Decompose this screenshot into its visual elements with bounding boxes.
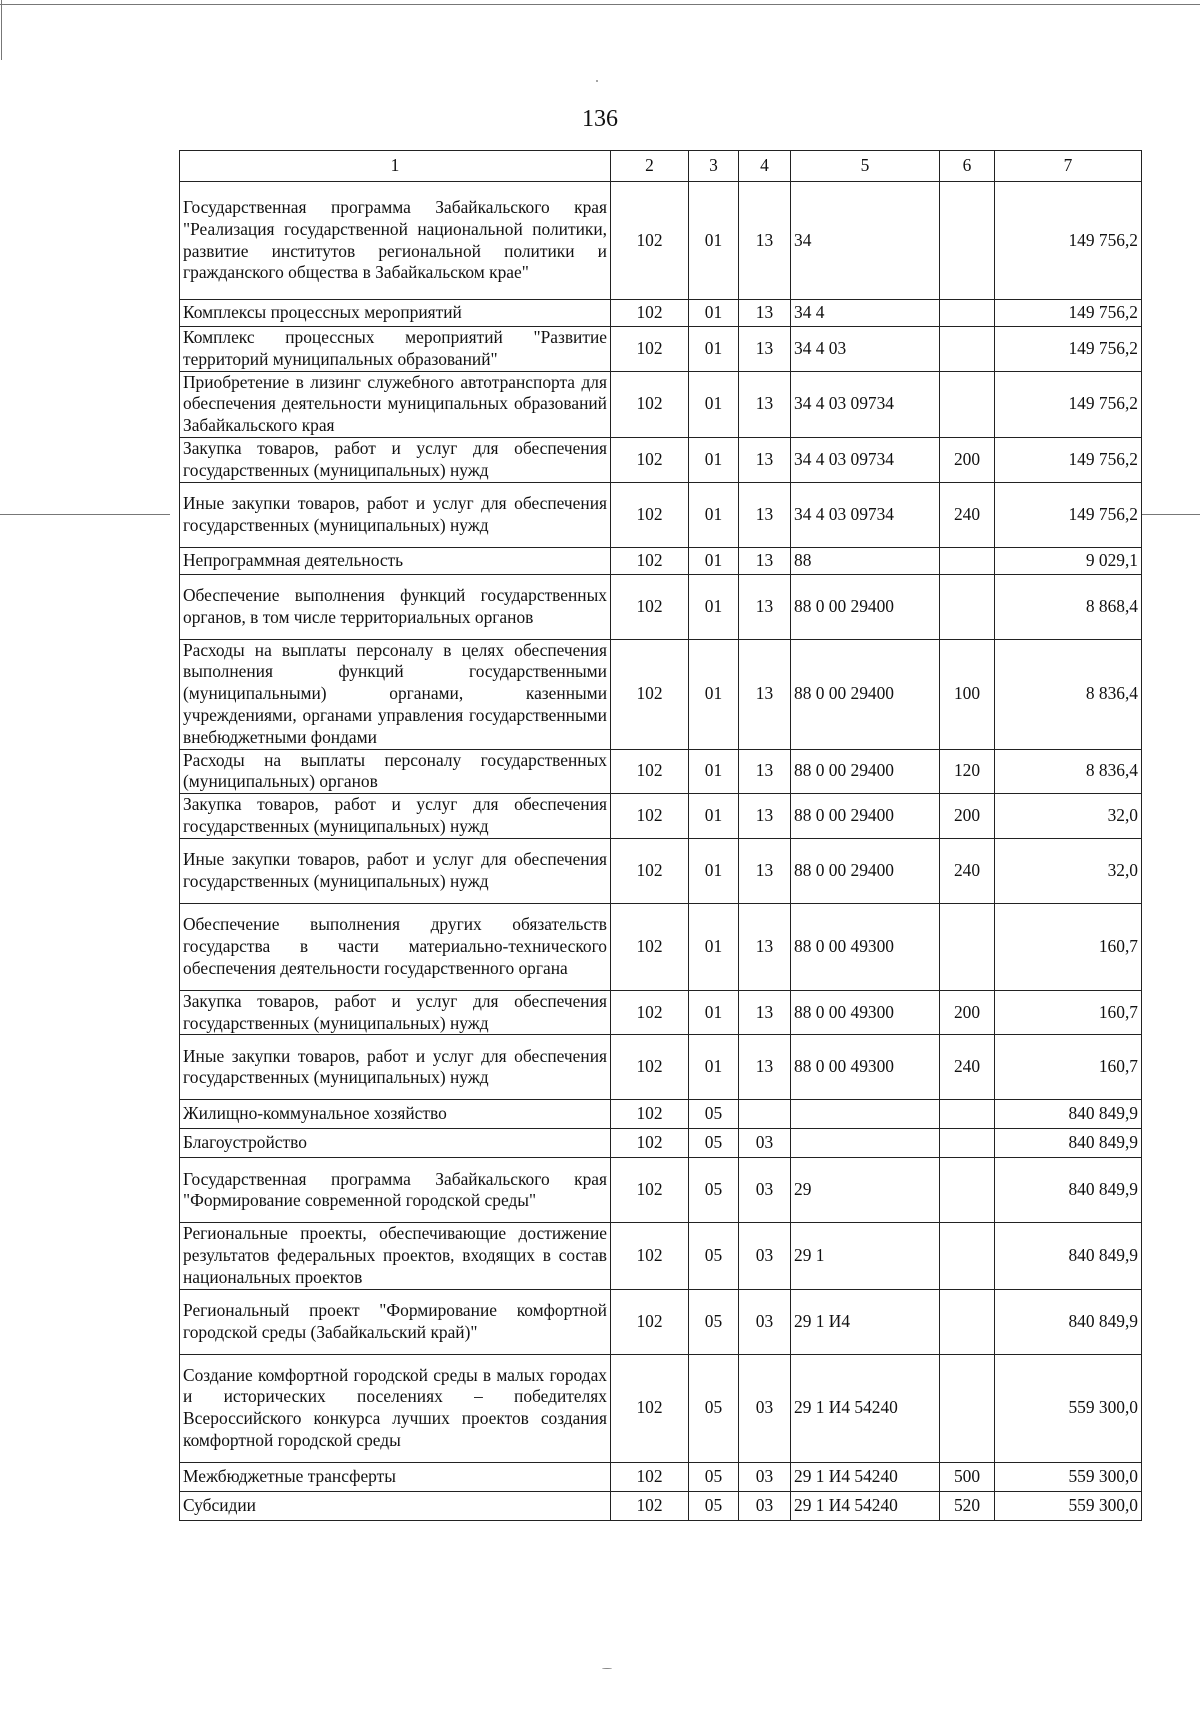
- row-name-cell: Закупка товаров, работ и услуг для обеспечения государственных (муниципальных) нужд: [180, 990, 611, 1035]
- row-code-2-cell: 102: [611, 1289, 689, 1354]
- row-amount-cell: 840 849,9: [995, 1129, 1142, 1158]
- row-expense-type-cell: 240: [940, 838, 995, 903]
- header-cell: 1: [180, 151, 611, 182]
- row-expense-type-cell: [940, 1100, 995, 1129]
- row-code-3-cell: 05: [689, 1354, 739, 1462]
- row-expense-type-cell: 240: [940, 482, 995, 547]
- row-amount-cell: 8 836,4: [995, 749, 1142, 794]
- table-row: [180, 838, 1142, 903]
- table-row: [180, 437, 1142, 482]
- row-name-cell: Благоустройство: [180, 1129, 611, 1158]
- row-target-code-cell: 29 1 И4 54240: [791, 1354, 940, 1462]
- row-amount-cell: 32,0: [995, 794, 1142, 839]
- row-name-cell: Государственная программа Забайкальского края "Реализация государственной национальной политики, развитие институтов региональной политики и гражданского общества в Забайкальском крае": [180, 182, 611, 300]
- row-code-3-cell: 05: [689, 1462, 739, 1491]
- row-name-cell: Расходы на выплаты персоналу государственных (муниципальных) органов: [180, 749, 611, 794]
- table-row: [180, 482, 1142, 547]
- row-target-code-cell: 34: [791, 182, 940, 300]
- row-code-2-cell: 102: [611, 1100, 689, 1129]
- row-target-code-cell: 88 0 00 49300: [791, 1035, 940, 1100]
- row-code-4-cell: 03: [739, 1223, 791, 1289]
- row-code-3-cell: 05: [689, 1491, 739, 1520]
- scan-speck: [602, 1668, 612, 1669]
- row-name-cell: Расходы на выплаты персоналу в целях обеспечения выполнения функций государственными (муниципальными) органами, казенными учреждениями, органами управления государственными внебюджетными фондами: [180, 639, 611, 749]
- table-body: [180, 182, 1142, 1521]
- row-code-2-cell: 102: [611, 574, 689, 639]
- row-code-3-cell: 05: [689, 1289, 739, 1354]
- table-row: [180, 1223, 1142, 1289]
- row-name-cell: Иные закупки товаров, работ и услуг для обеспечения государственных (муниципальных) нужд: [180, 482, 611, 547]
- row-amount-cell: 32,0: [995, 838, 1142, 903]
- row-code-3-cell: 01: [689, 437, 739, 482]
- table-row: [180, 1035, 1142, 1100]
- row-code-2-cell: 102: [611, 990, 689, 1035]
- row-target-code-cell: 34 4 03 09734: [791, 371, 940, 437]
- row-amount-cell: 160,7: [995, 903, 1142, 990]
- row-target-code-cell: 88 0 00 49300: [791, 903, 940, 990]
- row-expense-type-cell: [940, 574, 995, 639]
- row-code-4-cell: 13: [739, 182, 791, 300]
- row-expense-type-cell: 100: [940, 639, 995, 749]
- row-target-code-cell: 29: [791, 1158, 940, 1223]
- table-row: [180, 547, 1142, 574]
- row-code-2-cell: 102: [611, 1354, 689, 1462]
- row-code-3-cell: 01: [689, 182, 739, 300]
- row-target-code-cell: 88 0 00 29400: [791, 749, 940, 794]
- row-name-cell: Межбюджетные трансферты: [180, 1462, 611, 1491]
- row-target-code-cell: 88 0 00 29400: [791, 838, 940, 903]
- row-code-3-cell: 01: [689, 749, 739, 794]
- row-code-3-cell: 01: [689, 903, 739, 990]
- row-code-3-cell: 01: [689, 1035, 739, 1100]
- row-amount-cell: 160,7: [995, 990, 1142, 1035]
- row-code-4-cell: 13: [739, 437, 791, 482]
- row-target-code-cell: 88 0 00 29400: [791, 574, 940, 639]
- table-row: [180, 749, 1142, 794]
- row-amount-cell: 149 756,2: [995, 371, 1142, 437]
- row-code-2-cell: 102: [611, 1158, 689, 1223]
- row-amount-cell: 840 849,9: [995, 1289, 1142, 1354]
- row-name-cell: Комплексы процессных мероприятий: [180, 300, 611, 327]
- row-target-code-cell: [791, 1100, 940, 1129]
- row-name-cell: Региональные проекты, обеспечивающие достижение результатов федеральных проектов, входящих в состав национальных проектов: [180, 1223, 611, 1289]
- table-row: [180, 990, 1142, 1035]
- row-amount-cell: 149 756,2: [995, 482, 1142, 547]
- row-code-3-cell: 01: [689, 327, 739, 372]
- row-code-2-cell: 102: [611, 300, 689, 327]
- row-name-cell: Региональный проект "Формирование комфортной городской среды (Забайкальский край)": [180, 1289, 611, 1354]
- row-code-4-cell: 13: [739, 749, 791, 794]
- row-expense-type-cell: 120: [940, 749, 995, 794]
- table-row: [180, 1158, 1142, 1223]
- row-target-code-cell: 88 0 00 49300: [791, 990, 940, 1035]
- table-row: [180, 639, 1142, 749]
- row-amount-cell: 559 300,0: [995, 1491, 1142, 1520]
- header-cell: 4: [739, 151, 791, 182]
- header-cell: 6: [940, 151, 995, 182]
- row-target-code-cell: 29 1 И4 54240: [791, 1491, 940, 1520]
- row-code-4-cell: 03: [739, 1491, 791, 1520]
- row-code-2-cell: 102: [611, 327, 689, 372]
- table-row: [180, 1129, 1142, 1158]
- row-code-3-cell: 01: [689, 794, 739, 839]
- table-row: [180, 182, 1142, 300]
- row-target-code-cell: 88 0 00 29400: [791, 639, 940, 749]
- row-name-cell: Непрограммная деятельность: [180, 547, 611, 574]
- row-code-2-cell: 102: [611, 903, 689, 990]
- row-name-cell: Жилищно-коммунальное хозяйство: [180, 1100, 611, 1129]
- row-code-4-cell: 03: [739, 1158, 791, 1223]
- row-target-code-cell: 34 4 03: [791, 327, 940, 372]
- row-target-code-cell: 88 0 00 29400: [791, 794, 940, 839]
- row-amount-cell: 9 029,1: [995, 547, 1142, 574]
- row-target-code-cell: 34 4 03 09734: [791, 482, 940, 547]
- row-target-code-cell: 29 1: [791, 1223, 940, 1289]
- row-expense-type-cell: [940, 903, 995, 990]
- row-code-3-cell: 01: [689, 547, 739, 574]
- row-expense-type-cell: [940, 1158, 995, 1223]
- row-expense-type-cell: [940, 300, 995, 327]
- row-code-4-cell: 13: [739, 838, 791, 903]
- row-name-cell: Создание комфортной городской среды в малых городах и исторических поселениях – победителях Всероссийского конкурса лучших проектов создания комфортной городской среды: [180, 1354, 611, 1462]
- table-row: [180, 574, 1142, 639]
- row-code-2-cell: 102: [611, 838, 689, 903]
- row-name-cell: Закупка товаров, работ и услуг для обеспечения государственных (муниципальных) нужд: [180, 437, 611, 482]
- scan-edge-left: [1, 0, 2, 60]
- row-name-cell: Субсидии: [180, 1491, 611, 1520]
- row-target-code-cell: 88: [791, 547, 940, 574]
- header-cell: 3: [689, 151, 739, 182]
- header-cell: 2: [611, 151, 689, 182]
- row-code-4-cell: 13: [739, 639, 791, 749]
- row-code-3-cell: 01: [689, 300, 739, 327]
- header-cell: 7: [995, 151, 1142, 182]
- row-code-3-cell: 05: [689, 1100, 739, 1129]
- row-code-2-cell: 102: [611, 749, 689, 794]
- row-code-3-cell: 01: [689, 482, 739, 547]
- row-code-2-cell: 102: [611, 639, 689, 749]
- row-code-2-cell: 102: [611, 182, 689, 300]
- row-code-4-cell: 13: [739, 482, 791, 547]
- table-row: [180, 327, 1142, 372]
- row-expense-type-cell: [940, 1289, 995, 1354]
- row-amount-cell: 840 849,9: [995, 1158, 1142, 1223]
- row-code-4-cell: 13: [739, 903, 791, 990]
- row-target-code-cell: [791, 1129, 940, 1158]
- row-target-code-cell: 29 1 И4: [791, 1289, 940, 1354]
- row-code-2-cell: 102: [611, 1035, 689, 1100]
- row-expense-type-cell: 200: [940, 794, 995, 839]
- row-code-2-cell: 102: [611, 482, 689, 547]
- row-amount-cell: 8 836,4: [995, 639, 1142, 749]
- row-target-code-cell: 34 4: [791, 300, 940, 327]
- row-code-2-cell: 102: [611, 1223, 689, 1289]
- row-name-cell: Обеспечение выполнения других обязательств государства в части материально-технического обеспечения деятельности государственного органа: [180, 903, 611, 990]
- row-code-4-cell: 13: [739, 1035, 791, 1100]
- budget-table: [179, 150, 1142, 1521]
- row-name-cell: Приобретение в лизинг служебного автотранспорта для обеспечения деятельности муниципальных образований Забайкальского края: [180, 371, 611, 437]
- row-expense-type-cell: [940, 547, 995, 574]
- row-code-2-cell: 102: [611, 794, 689, 839]
- table-row: [180, 794, 1142, 839]
- row-expense-type-cell: [940, 1223, 995, 1289]
- table-row: [180, 1354, 1142, 1462]
- row-code-2-cell: 102: [611, 547, 689, 574]
- row-target-code-cell: 34 4 03 09734: [791, 437, 940, 482]
- row-code-4-cell: 13: [739, 371, 791, 437]
- row-code-4-cell: 13: [739, 794, 791, 839]
- row-code-2-cell: 102: [611, 437, 689, 482]
- row-expense-type-cell: 200: [940, 437, 995, 482]
- row-code-4-cell: 13: [739, 327, 791, 372]
- row-amount-cell: 8 868,4: [995, 574, 1142, 639]
- row-expense-type-cell: 240: [940, 1035, 995, 1100]
- row-code-4-cell: [739, 1100, 791, 1129]
- row-amount-cell: 559 300,0: [995, 1462, 1142, 1491]
- table-row: [180, 1100, 1142, 1129]
- row-code-3-cell: 01: [689, 371, 739, 437]
- row-code-3-cell: 05: [689, 1129, 739, 1158]
- row-code-2-cell: 102: [611, 1129, 689, 1158]
- row-name-cell: Иные закупки товаров, работ и услуг для обеспечения государственных (муниципальных) нужд: [180, 1035, 611, 1100]
- row-amount-cell: 149 756,2: [995, 437, 1142, 482]
- table-row: [180, 1491, 1142, 1520]
- row-code-4-cell: 03: [739, 1289, 791, 1354]
- row-name-cell: Закупка товаров, работ и услуг для обеспечения государственных (муниципальных) нужд: [180, 794, 611, 839]
- table-row: [180, 371, 1142, 437]
- scan-fold-line-right: [1141, 514, 1200, 515]
- row-expense-type-cell: [940, 1129, 995, 1158]
- row-amount-cell: 149 756,2: [995, 300, 1142, 327]
- row-code-3-cell: 05: [689, 1158, 739, 1223]
- row-code-3-cell: 01: [689, 838, 739, 903]
- row-amount-cell: 160,7: [995, 1035, 1142, 1100]
- row-code-4-cell: 03: [739, 1354, 791, 1462]
- row-target-code-cell: 29 1 И4 54240: [791, 1462, 940, 1491]
- row-code-4-cell: 03: [739, 1462, 791, 1491]
- row-name-cell: Комплекс процессных мероприятий "Развитие территорий муниципальных образований": [180, 327, 611, 372]
- row-code-2-cell: 102: [611, 1491, 689, 1520]
- row-code-3-cell: 01: [689, 639, 739, 749]
- row-expense-type-cell: 200: [940, 990, 995, 1035]
- row-expense-type-cell: [940, 182, 995, 300]
- row-expense-type-cell: [940, 371, 995, 437]
- row-code-4-cell: 13: [739, 574, 791, 639]
- row-code-4-cell: 13: [739, 300, 791, 327]
- scan-edge-top: [0, 4, 1200, 5]
- header-cell: 5: [791, 151, 940, 182]
- row-code-2-cell: 102: [611, 371, 689, 437]
- row-amount-cell: 559 300,0: [995, 1354, 1142, 1462]
- row-expense-type-cell: 500: [940, 1462, 995, 1491]
- row-name-cell: Государственная программа Забайкальского края "Формирование современной городской среды": [180, 1158, 611, 1223]
- row-amount-cell: 840 849,9: [995, 1223, 1142, 1289]
- table-row: [180, 903, 1142, 990]
- row-amount-cell: 840 849,9: [995, 1100, 1142, 1129]
- row-code-4-cell: 13: [739, 990, 791, 1035]
- row-amount-cell: 149 756,2: [995, 327, 1142, 372]
- row-name-cell: Иные закупки товаров, работ и услуг для обеспечения государственных (муниципальных) нужд: [180, 838, 611, 903]
- row-code-4-cell: 03: [739, 1129, 791, 1158]
- header-row: [180, 151, 1142, 182]
- row-expense-type-cell: [940, 1354, 995, 1462]
- scan-speck: [596, 80, 598, 82]
- row-amount-cell: 149 756,2: [995, 182, 1142, 300]
- row-name-cell: Обеспечение выполнения функций государственных органов, в том числе территориальных органов: [180, 574, 611, 639]
- row-code-3-cell: 01: [689, 990, 739, 1035]
- table-row: [180, 1462, 1142, 1491]
- table-row: [180, 300, 1142, 327]
- page-number: 136: [582, 106, 618, 132]
- scan-fold-line-left: [0, 514, 170, 515]
- table-row: [180, 1289, 1142, 1354]
- row-code-4-cell: 13: [739, 547, 791, 574]
- row-code-2-cell: 102: [611, 1462, 689, 1491]
- row-expense-type-cell: 520: [940, 1491, 995, 1520]
- row-code-3-cell: 01: [689, 574, 739, 639]
- row-expense-type-cell: [940, 327, 995, 372]
- row-code-3-cell: 05: [689, 1223, 739, 1289]
